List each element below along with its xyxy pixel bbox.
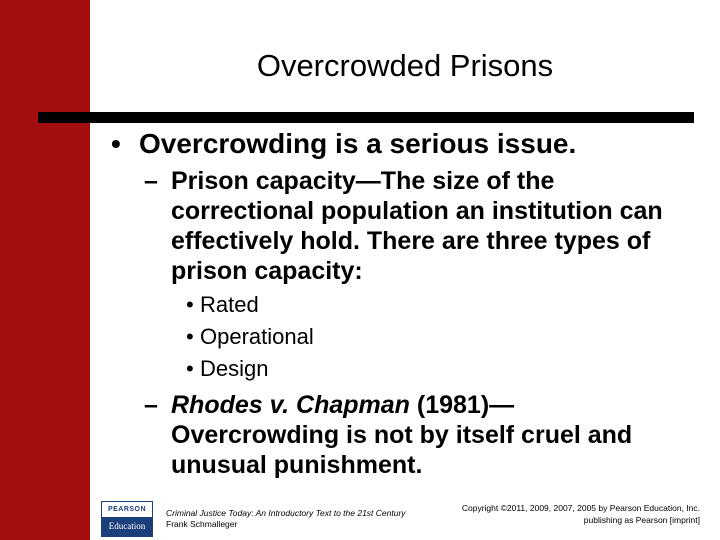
publisher-text: publishing as Pearson [imprint]	[583, 515, 700, 525]
case-description: (1981)— Overcrowding is not by itself cruel and unusual punishment.	[171, 391, 633, 479]
dash-glyph: –	[144, 167, 158, 195]
bullet-glyph: •	[186, 356, 194, 381]
slide-title: Overcrowded Prisons	[256, 48, 554, 83]
title-divider	[38, 112, 694, 123]
footer-book-info	[166, 508, 406, 530]
sub-bullet-text: Prison capacity—The size of the correctional population an institution can effectively hold. There are three types of prison capacity:	[171, 167, 663, 285]
bullet-glyph: •	[186, 324, 194, 349]
bullet-glyph: •	[111, 128, 121, 159]
book-title: Criminal Justice Today: An Introductory Text to the 21st Century	[166, 508, 406, 518]
case-name: Rhodes v. Chapman	[171, 391, 410, 419]
pearson-logo	[101, 501, 153, 537]
capacity-type-label: Rated	[200, 292, 259, 317]
bullet-text: Overcrowding is a serious issue.	[139, 128, 577, 159]
logo-top-text: PEARSON	[102, 502, 152, 517]
sub-bullet-rhodes-v-chapman	[144, 390, 684, 480]
book-author: Frank Schmalleger	[166, 519, 238, 529]
bullet-overcrowding	[111, 124, 576, 164]
sub-bullet-prison-capacity	[144, 166, 684, 286]
capacity-type-label: Design	[200, 356, 269, 381]
left-accent-bar	[0, 0, 90, 540]
dash-glyph: –	[144, 391, 158, 419]
sub-bullet-text	[171, 390, 684, 480]
bullet-glyph: •	[186, 292, 194, 317]
capacity-type-item	[186, 289, 259, 321]
capacity-type-label: Operational	[200, 324, 314, 349]
footer-copyright	[462, 502, 700, 526]
copyright-text: Copyright ©2011, 2009, 2007, 2005 by Pearson Education, Inc.	[461, 503, 700, 513]
capacity-type-item	[186, 353, 268, 385]
capacity-type-item	[186, 321, 314, 353]
logo-bottom-text: Education	[102, 517, 152, 536]
